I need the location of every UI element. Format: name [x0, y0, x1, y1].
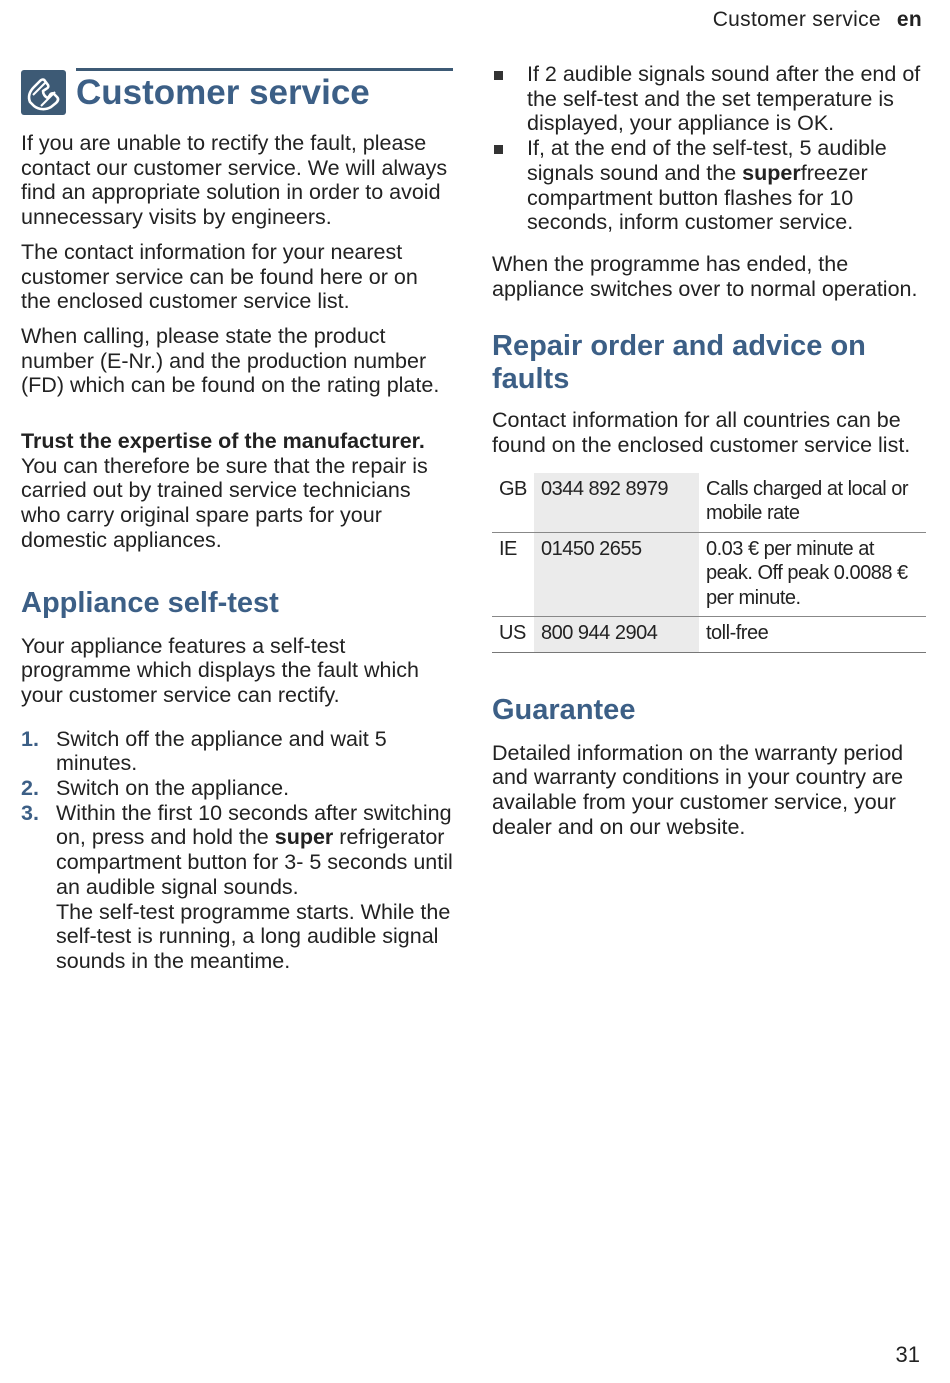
rate-note: Calls charged at local or mobile rate — [706, 477, 909, 525]
self-test-intro: Your appliance features a self-test programme which displays the fault which your customer service can rectify. — [21, 633, 419, 707]
guarantee-text: Detailed information on the warranty period and warranty conditions in your country are available from your customer service, your dealer and on our website. — [492, 740, 904, 839]
header-language: en — [896, 8, 922, 31]
country-code: GB — [499, 477, 527, 500]
table-row — [492, 473, 926, 533]
phone-number: 01450 2655 — [534, 532, 699, 617]
super-keyword: super — [742, 160, 801, 185]
step-number: 2. — [21, 776, 39, 801]
rate-note: toll-free — [706, 622, 769, 645]
result-text: freezer compartment button flashes for 10 seconds, inform customer service. — [527, 160, 868, 235]
page-number: 31 — [895, 1342, 920, 1367]
super-keyword: super — [274, 825, 334, 850]
result-text: If 2 audible signals sound after the end of the self-test and the set temperature is displayed, your appliance is OK. — [527, 62, 921, 136]
repair-heading: Repair order and advice on faults — [492, 330, 866, 396]
step-number: 1. — [21, 726, 39, 751]
bullet-icon — [494, 71, 503, 80]
repair-intro: Contact information for all countries can be found on the enclosed customer service list. — [492, 408, 911, 458]
service-contact-table — [492, 473, 926, 653]
country-code: IE — [499, 537, 517, 560]
guarantee-heading: Guarantee — [492, 693, 636, 726]
self-test-results — [492, 62, 926, 235]
self-test-heading: Appliance self-test — [21, 586, 279, 619]
rate-note: 0.03 € per minute at peak. Off peak 0.0088 € per minute. — [706, 537, 908, 609]
self-test-steps — [21, 727, 453, 974]
trust-text: You can therefore be sure that the repair is carried out by trained service technicians who carry original spare parts for your domestic appliances. — [21, 453, 428, 552]
list-item — [492, 136, 926, 235]
step-text: Switch off the appliance and wait 5 minutes. — [56, 726, 387, 776]
step-result: The self-test programme starts. While the self-test is running, a long audible signal sounds in the meantime. — [56, 899, 451, 973]
left-column — [21, 68, 453, 974]
bullet-icon — [494, 145, 503, 154]
table-row — [492, 617, 926, 653]
phone-number: 800 944 2904 — [534, 617, 699, 653]
list-item — [21, 801, 453, 974]
page-title: Customer service — [76, 73, 370, 112]
trust-paragraph — [21, 429, 453, 553]
intro-paragraph: If you are unable to rectify the fault, please contact our customer service. We will always find an appropriate solution in order to avoid unnecessary visits by engineers. — [21, 131, 448, 230]
trust-bold-text: Trust the expertise of the manufacturer. — [21, 429, 425, 454]
phone-icon — [21, 70, 66, 115]
phone-number: 0344 892 8979 — [534, 473, 699, 533]
right-column — [492, 62, 926, 850]
step-text: Switch on the appliance. — [56, 776, 290, 801]
list-item — [492, 62, 926, 136]
page-header — [713, 8, 922, 32]
contact-paragraph: The contact information for your nearest customer service can be found here or on the enclosed customer service list. — [21, 239, 418, 314]
header-section: Customer service — [712, 8, 881, 31]
list-item — [21, 727, 453, 776]
list-item — [21, 776, 453, 801]
customer-service-heading — [21, 68, 453, 115]
calling-paragraph: When calling, please state the product number (E-Nr.) and the production number (FD) which can be found on the rating plate. — [21, 323, 440, 398]
step-text: Within the first 10 seconds after switching on, press and hold the — [56, 800, 452, 850]
table-row — [492, 532, 926, 617]
programme-end-text: When the programme has ended, the appliance switches over to normal operation. — [492, 251, 918, 301]
result-text: If, at the end of the self-test, 5 audible signals sound and the — [527, 136, 887, 185]
country-code: US — [499, 622, 526, 645]
step-text: refrigerator compartment button for 3- 5 seconds until an audible signal sounds. — [56, 825, 453, 899]
step-number: 3. — [21, 800, 39, 825]
